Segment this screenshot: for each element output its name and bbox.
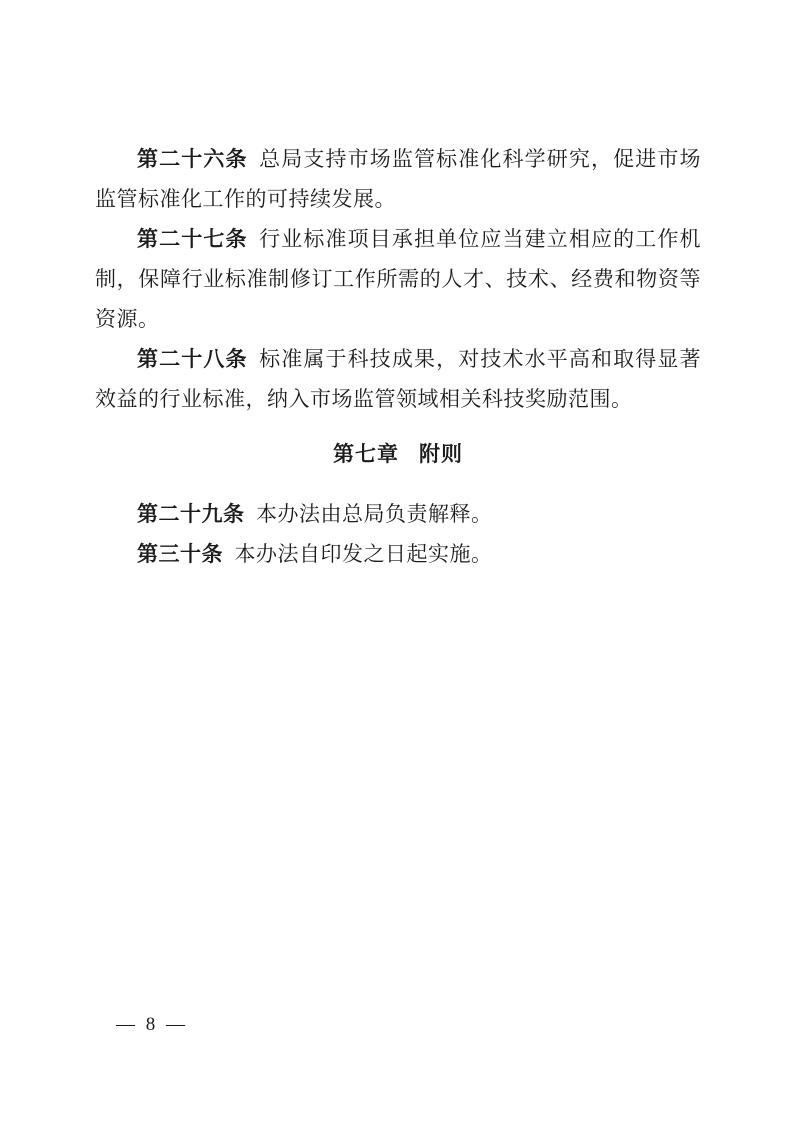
chapter-number: 第七章	[333, 442, 400, 466]
page-number: — 8 —	[116, 1014, 188, 1035]
chapter-title: 附则	[418, 442, 463, 466]
article-29	[95, 494, 701, 534]
article-26-text: 总局支持市场监管标准化科学研究，促进市场监管标准化工作的可持续发展。	[95, 147, 702, 211]
article-30-text: 本办法自印发之日起实施。	[234, 542, 493, 566]
article-27	[95, 219, 701, 339]
article-29-text: 本办法由总局负责解释。	[256, 502, 493, 526]
article-26	[95, 139, 701, 219]
article-26-term: 第二十六条	[137, 147, 248, 171]
article-28-term: 第二十八条	[137, 347, 248, 371]
chapter-heading	[95, 434, 701, 474]
article-27-term: 第二十七条	[137, 227, 248, 251]
article-30-term: 第三十条	[137, 542, 223, 566]
article-28-text: 标准属于科技成果，对技术水平高和取得显著效益的行业标准，纳入市场监管领域相关科技奖励范围。	[95, 347, 702, 411]
article-30	[95, 534, 701, 574]
document-body	[95, 139, 701, 574]
article-29-term: 第二十九条	[137, 502, 245, 526]
article-27-text: 行业标准项目承担单位应当建立相应的工作机制，保障行业标准制修订工作所需的人才、技术、经费和物资等资源。	[95, 227, 702, 331]
article-28	[95, 339, 701, 419]
